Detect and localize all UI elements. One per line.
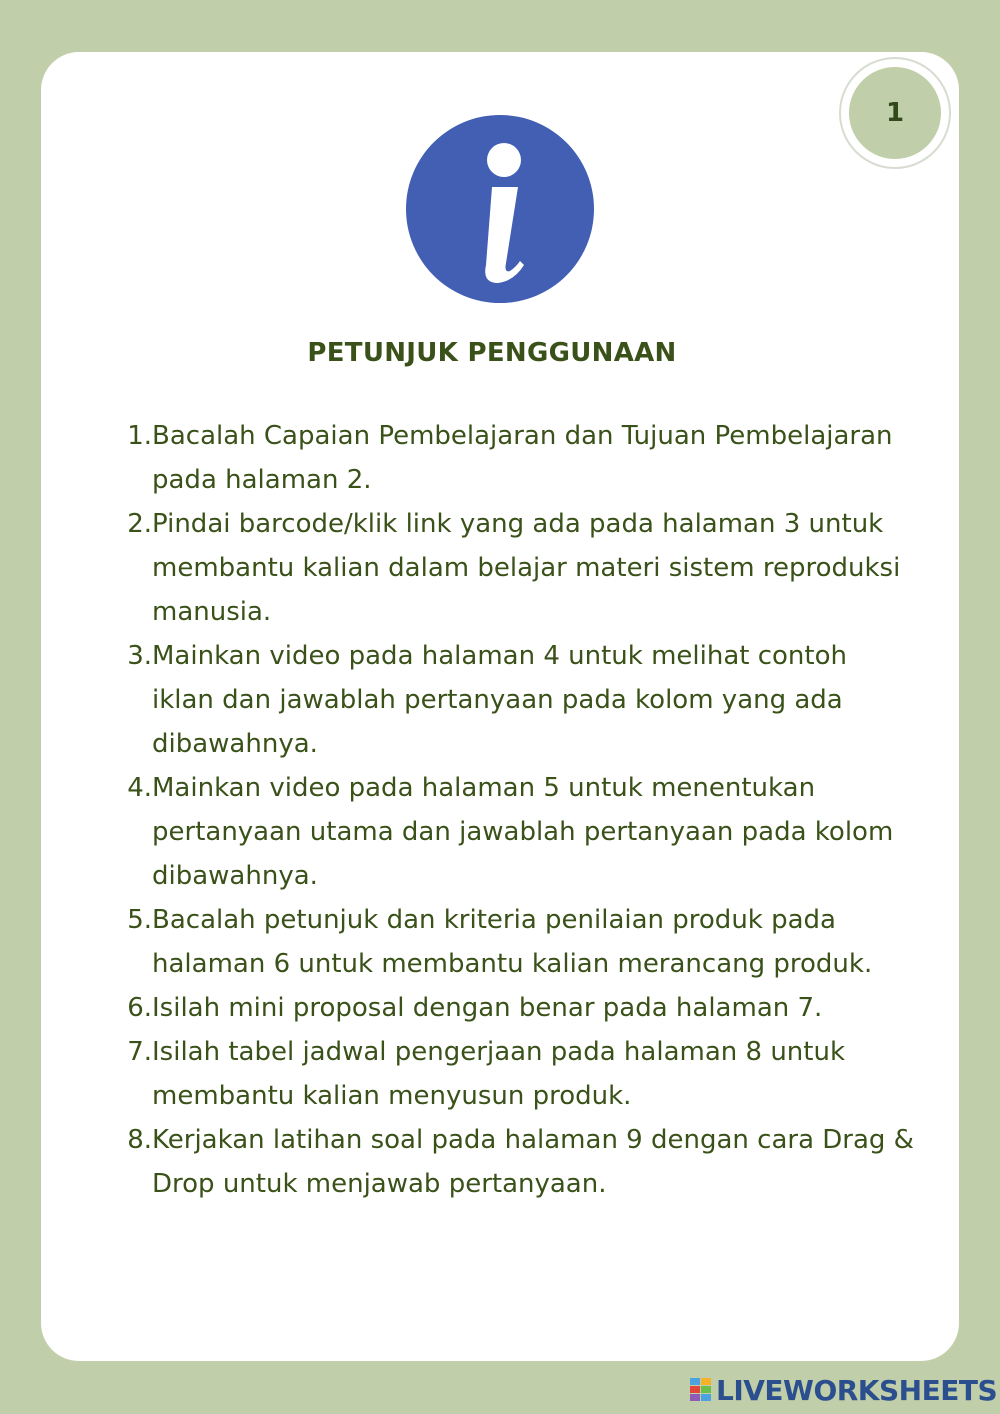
list-item-number: 7. [127, 1037, 152, 1067]
list-item-text: Isilah tabel jadwal pengerjaan pada halaman 8 untuk membantu kalian menyusun produk. [152, 1037, 845, 1111]
list-item [115, 986, 915, 1030]
list-item-number: 8. [127, 1125, 152, 1155]
list-item-text: Mainkan video pada halaman 5 untuk menentukan pertanyaan utama dan jawablah pertanyaan pada kolom dibawahnya. [152, 773, 894, 891]
list-item-text: Isilah mini proposal dengan benar pada halaman 7. [152, 993, 823, 1023]
list-item [115, 1118, 915, 1206]
list-item-text: Kerjakan latihan soal pada halaman 9 dengan cara Drag & Drop untuk menjawab pertanyaan. [152, 1125, 914, 1199]
page-title: PETUNJUK PENGGUNAAN [307, 338, 677, 368]
page-number: 1 [849, 67, 941, 159]
liveworksheets-logo-icon [690, 1376, 712, 1404]
list-item-number: 1. [127, 421, 152, 451]
list-item [115, 634, 915, 766]
list-item [115, 1030, 915, 1118]
brand-name: LIVEWORKSHEETS [716, 1373, 998, 1407]
instruction-list [115, 414, 915, 1206]
list-item [115, 414, 915, 502]
list-item [115, 766, 915, 898]
list-item [115, 898, 915, 986]
list-item-text: Pindai barcode/klik link yang ada pada halaman 3 untuk membantu kalian dalam belajar materi sistem reproduksi manusia. [152, 509, 901, 627]
list-item-number: 6. [127, 993, 152, 1023]
list-item-number: 5. [127, 905, 152, 935]
brand-footer [690, 1374, 997, 1406]
info-icon [406, 115, 594, 303]
list-item-number: 4. [127, 773, 152, 803]
list-item [115, 502, 915, 634]
list-item-text: Bacalah Capaian Pembelajaran dan Tujuan Pembelajaran pada halaman 2. [152, 421, 893, 495]
list-item-text: Mainkan video pada halaman 4 untuk melihat contoh iklan dan jawablah pertanyaan pada kolom yang ada dibawahnya. [152, 641, 847, 759]
list-item-number: 3. [127, 641, 152, 671]
list-item-text: Bacalah petunjuk dan kriteria penilaian produk pada halaman 6 untuk membantu kalian merancang produk. [152, 905, 873, 979]
page-number-badge [839, 57, 951, 169]
list-item-number: 2. [127, 509, 152, 539]
